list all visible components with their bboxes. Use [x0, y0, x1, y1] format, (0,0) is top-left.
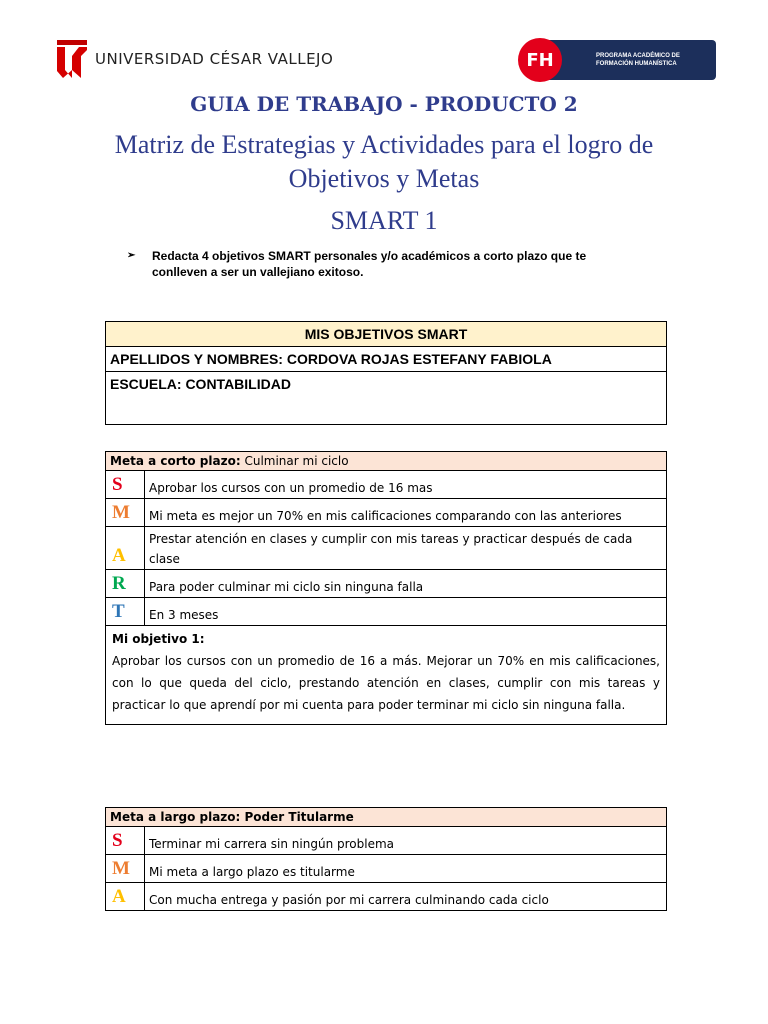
instruction-text: Redacta 4 objetivos SMART personales y/o académicos a corto plazo que te conlleven a ser un vallejiano exitoso. — [152, 249, 587, 279]
smart-row — [106, 527, 667, 570]
arrow-bullet-icon: ➢ — [127, 250, 136, 261]
smart-row — [106, 855, 667, 883]
university-name: UNIVERSIDAD CÉSAR VALLEJO — [95, 50, 334, 68]
objective-cell — [106, 626, 667, 725]
smart-letter: S — [106, 471, 145, 499]
smart-text: En 3 meses — [145, 598, 667, 626]
main-title: Matriz de Estrategias y Actividades para el logro de Objetivos y Metas — [114, 130, 654, 193]
smart-text: Mi meta a largo plazo es titularme — [145, 855, 667, 883]
student-names: APELLIDOS Y NOMBRES: CORDOVA ROJAS ESTEFANY FABIOLA — [106, 347, 667, 372]
program-logo — [518, 38, 718, 82]
smart-letter: A — [106, 883, 145, 911]
smart-text: Para poder culminar mi ciclo sin ninguna falla — [145, 570, 667, 598]
short-term-goal-value: Culminar mi ciclo — [244, 454, 349, 468]
smart-letter: R — [106, 570, 145, 598]
smart-letter: A — [106, 527, 145, 570]
guide-title: GUIA DE TRABAJO - PRODUCTO 2 — [190, 92, 578, 116]
long-term-goal-header: Meta a largo plazo: Poder Titularme — [106, 808, 667, 827]
smart-row — [106, 570, 667, 598]
student-school: ESCUELA: CONTABILIDAD — [106, 372, 667, 425]
short-term-goal-table — [105, 451, 667, 725]
smart-row — [106, 827, 667, 855]
university-emblem-icon — [57, 40, 87, 78]
smart-text: Aprobar los cursos con un promedio de 16 mas — [145, 471, 667, 499]
university-logo — [57, 40, 333, 78]
smart-title: SMART 1 — [330, 206, 438, 235]
smart-text: Mi meta es mejor un 70% en mis calificaciones comparando con las anteriores — [145, 499, 667, 527]
smart-text: Prestar atención en clases y cumplir con mis tareas y practicar después de cada clase — [145, 527, 667, 570]
program-logo-letters: FH — [518, 38, 562, 82]
smart-row — [106, 471, 667, 499]
objectives-info-table — [105, 321, 667, 425]
smart-row — [106, 499, 667, 527]
short-term-goal-header — [106, 452, 667, 471]
smart-row — [106, 598, 667, 626]
program-name: PROGRAMA ACADÉMICO DE FORMACIÓN HUMANÍSTICA — [548, 40, 716, 80]
smart-text: Con mucha entrega y pasión por mi carrera culminando cada ciclo — [145, 883, 667, 911]
instruction — [127, 248, 627, 280]
info-heading: MIS OBJETIVOS SMART — [106, 322, 667, 347]
smart-letter: T — [106, 598, 145, 626]
long-term-goal-table — [105, 807, 667, 911]
objective-title: Mi objetivo 1: — [112, 632, 205, 646]
short-term-goal-label: Meta a corto plazo: — [110, 454, 241, 468]
smart-letter: M — [106, 499, 145, 527]
smart-row — [106, 883, 667, 911]
smart-letter: M — [106, 855, 145, 883]
smart-text: Terminar mi carrera sin ningún problema — [145, 827, 667, 855]
smart-letter: S — [106, 827, 145, 855]
objective-text: Aprobar los cursos con un promedio de 16 a más. Mejorar un 70% en mis calificaciones, con lo que queda del ciclo, prestando atención en clases, cumplir con mis tareas y practicar lo que aprendí por mi cuenta para poder terminar mi ciclo sin ninguna falla. — [112, 654, 660, 712]
